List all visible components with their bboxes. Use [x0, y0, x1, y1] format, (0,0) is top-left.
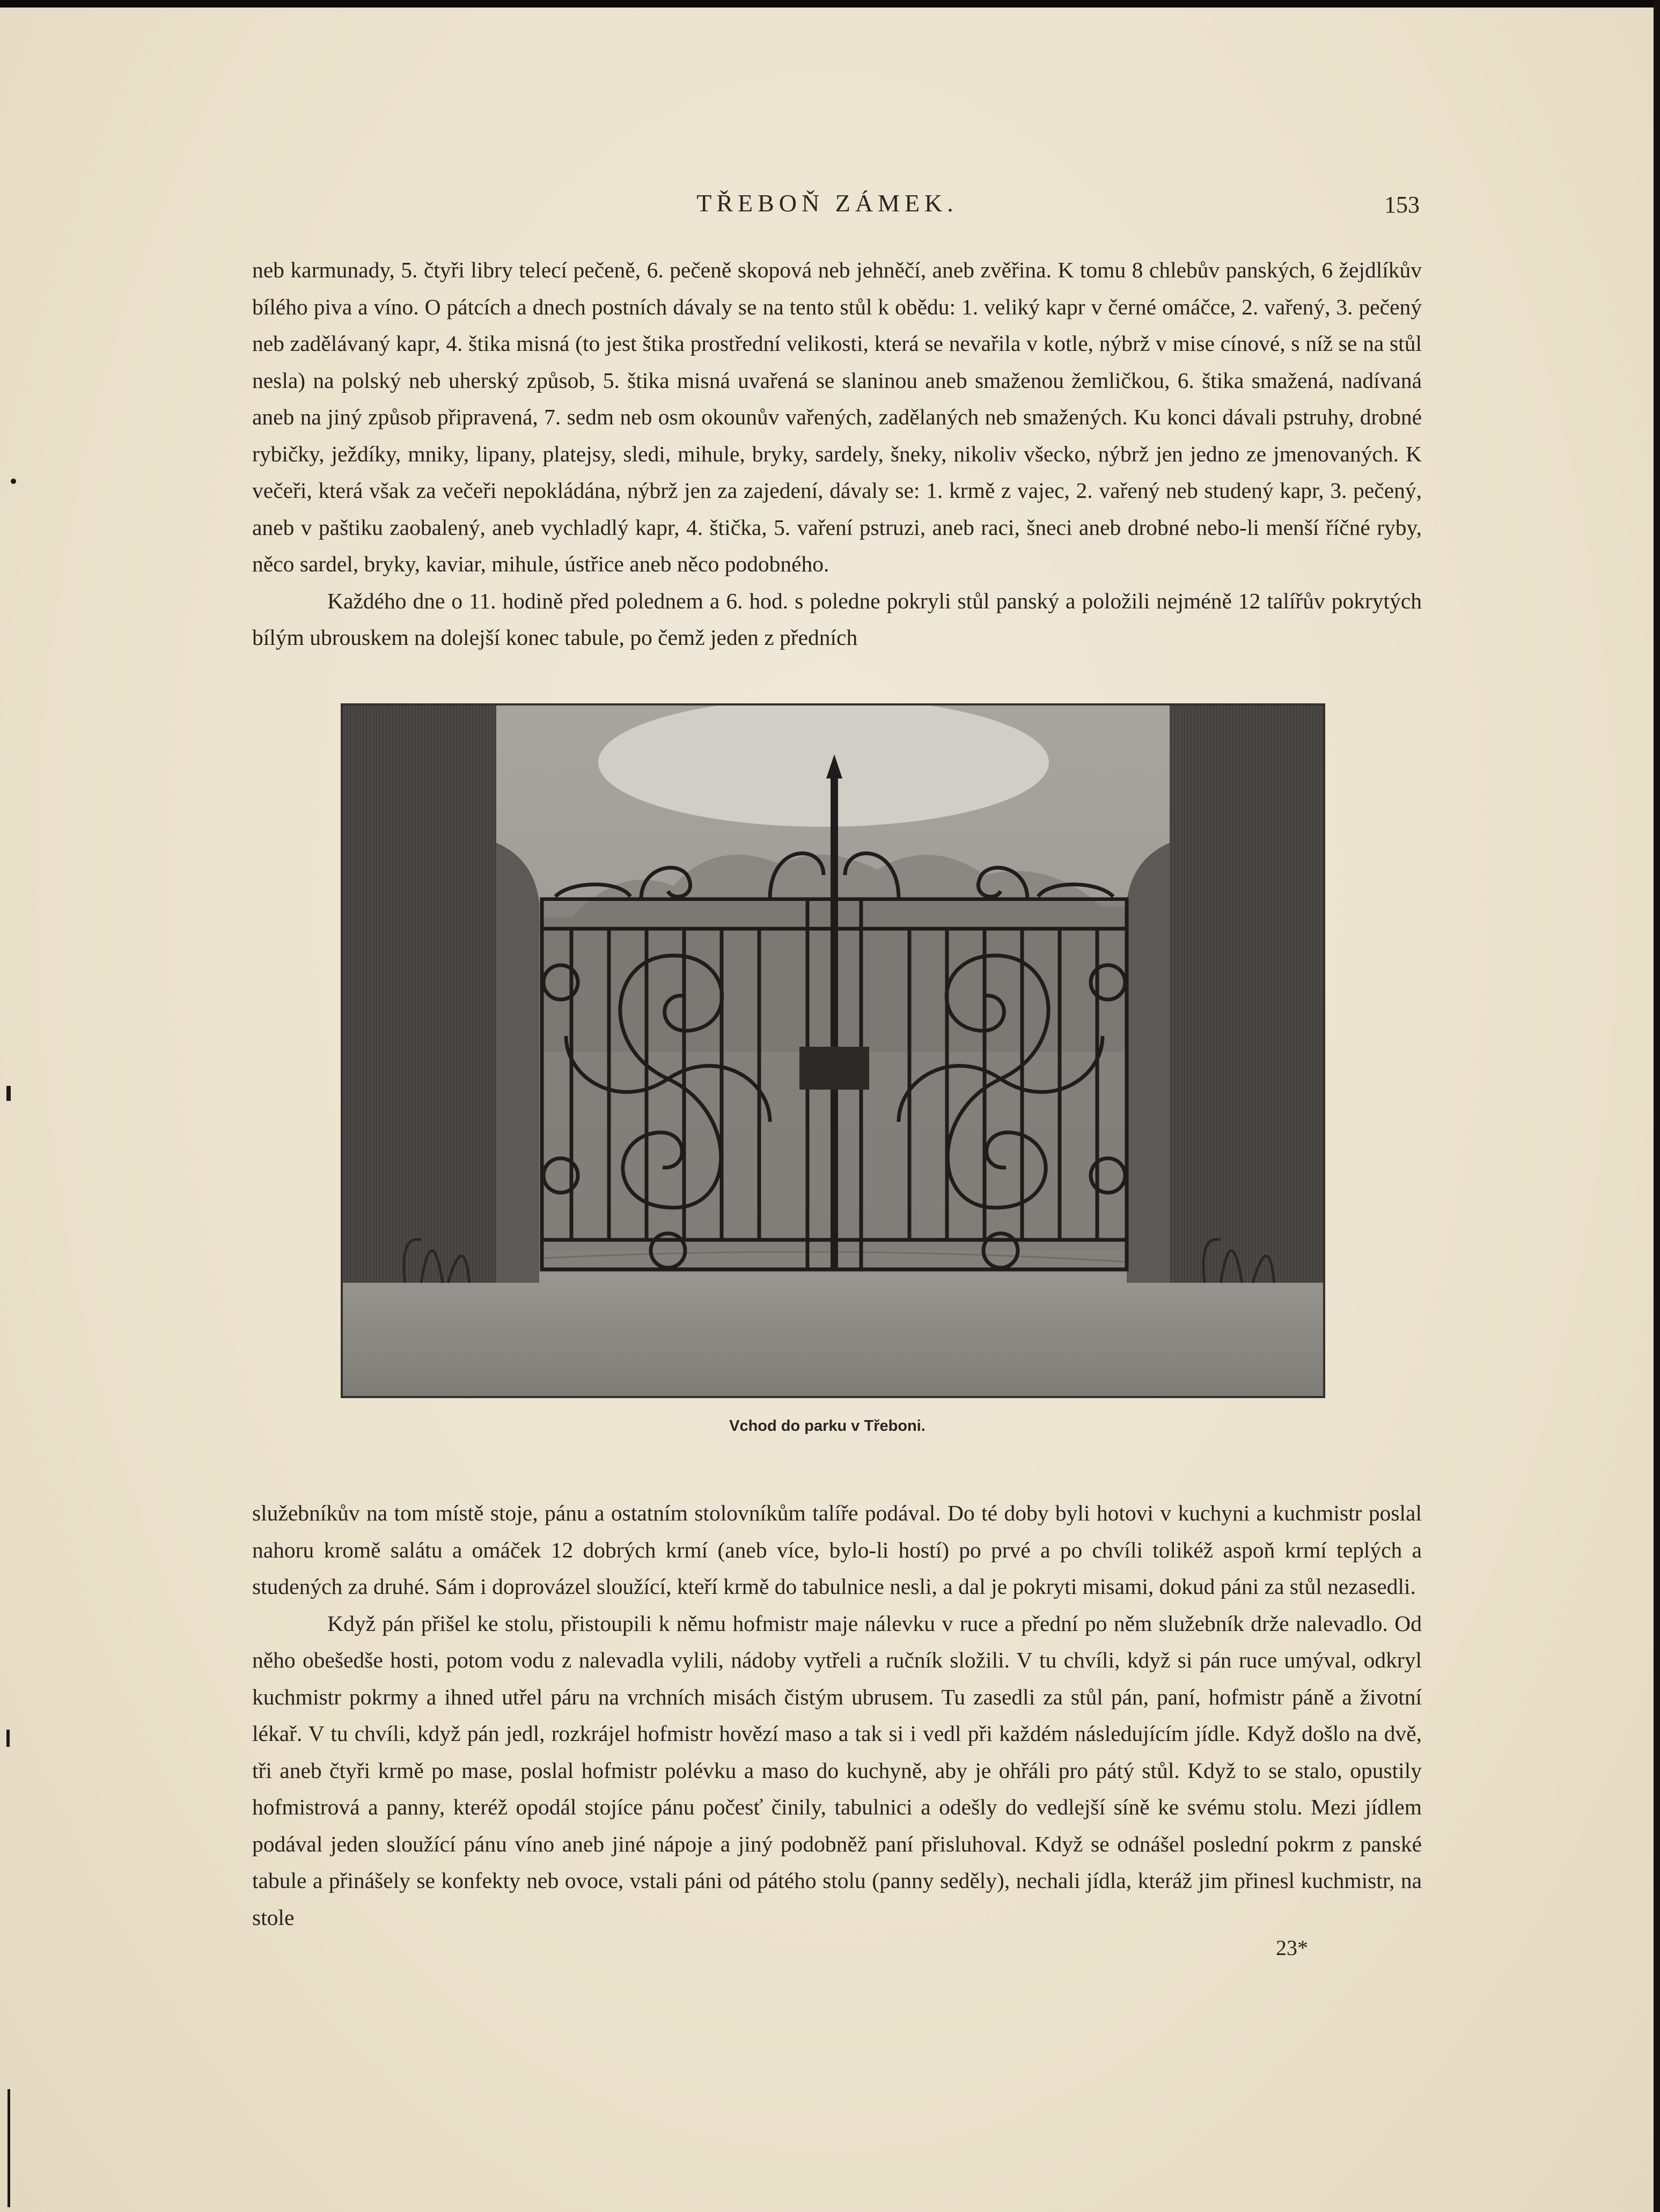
- paragraph: Každého dne o 11. hodině před polednem a 6. hod. s poledne pokryli stůl panský a položili nejméně 12 talířův pokrytých bílým ubrouskem na dolejší konec tabule, po čemž jeden z předních: [252, 588, 1422, 650]
- binding-mark: [8, 2089, 10, 2207]
- paragraph: služebníkův na tom místě stoje, pánu a ostatním stolovníkům talíře podával. Do té doby byli hotovi v kuchyni a kuchmistr poslal nahoru kromě salátu a omáček 12 dobrých krmí (aneb více, bylo-li hostí) po prvé a po chvíli tolikéž aspoň krmí teplých a studených za druhé. Sám i doprovázel sloužící, kteří krmě do tabulnice nesli, a dal je pokryti misami, dokud páni za stůl nezasedli.: [252, 1501, 1422, 1599]
- margin-dot: [11, 479, 16, 484]
- text-block-bottom: [252, 1495, 1422, 1936]
- engraving-park-gate: [341, 703, 1325, 1398]
- signature-mark: 23*: [1276, 1936, 1308, 1960]
- page-number: 153: [1384, 192, 1420, 218]
- binding-mark: [6, 1086, 11, 1101]
- running-title: TŘEBOŇ ZÁMEK.: [696, 189, 958, 217]
- book-page: [0, 8, 1655, 2212]
- paragraph: Když pán přišel ke stolu, přistoupili k němu hofmistr maje nálevku v ruce a přední po něm služebník drže nalevadlo. Od něho obešedše hosti, potom vodu z nalevadla vylili, nádoby vytřeli a ručník složili. V tu chvíli, když si pán ruce umýval, odkryl kuchmistr pokrmy a ihned utřel páru na vrchních misách čistým ubrusem. Tu zasedli za stůl pán, paní, hofmistr páně a životní lékař. V tu chvíli, když pán jedl, rozkrájel hofmistr hovězí maso a tak si i vedl při každém následujícím jídle. Když došlo na dvě, tři aneb čtyři krmě po mase, poslal hofmistr polévku a maso do kuchyně, aby je ohřáli pro pátý stůl. Když to se stalo, opustily hofmistrová a panny, kteréž opodál stojíce pánu počesť činily, tabulnici a odešly do vedlejší síně ke svému stolu. Mezi jídlem podával jeden sloužící pánu víno aneb jiné nápoje a jiný podobněž paní přisluhoval. Když se odnášel poslední pokrm z panské tabule a přinášely se konfekty neb ovoce, vstali páni od pátého stolu (panny seděly), nechali jídla, kteráž jim přinesl kuchmistr, na stole: [252, 1611, 1422, 1930]
- gate-illustration: [341, 703, 1325, 1398]
- figure-caption: Vchod do parku v Třeboni.: [729, 1417, 926, 1435]
- binding-mark: [6, 1730, 10, 1747]
- paragraph: neb karmunady, 5. čtyři libry telecí pečeně, 6. pečeně skopová neb jehněčí, aneb zvěřina. K tomu 8 chlebův panských, 6 žejdlíkův bílého piva a víno. O pátcích a dnech postních dávaly se na tento stůl k obědu: 1. veliký kapr v černé omáčce, 2. vařený, 3. pečený neb zadělávaný kapr, 4. štika misná (to jest štika prostřední velikosti, která se nevařila v kotle, nýbrž v mise cínové, s níž se na stůl nesla) na polský neb uherský způsob, 5. štika misná uvařená se slaninou aneb smaženou žemličkou, 6. štika smažená, nadívaná aneb na jiný způsob připravená, 7. sedm neb osm okounův vařených, zadělaných neb smažených. Ku konci dávali pstruhy, drobné rybičky, ježdíky, mniky, lipany, platejsy, sledi, mihule, bryky, sardely, šneky, nikoliv všecko, nýbrž jen jedno ze jmenovaných. K večeři, která však za večeři nepokládána, nýbrž jen za zajedení, dávaly se: 1. krmě z vajec, 2. vařený neb studený kapr, 3. pečený, aneb v paštiku zaobalený, aneb vychladlý kapr, 4. štička, 5. vaření pstruzi, aneb raci, šneci aneb drobné nebo-li menší říčné ryby, něco sardel, bryky, kaviar, mihule, ústřice aneb něco podobného.: [252, 258, 1422, 576]
- page-edge: [1654, 0, 1660, 2212]
- page-header: [0, 189, 1655, 226]
- text-block-top: [252, 252, 1422, 656]
